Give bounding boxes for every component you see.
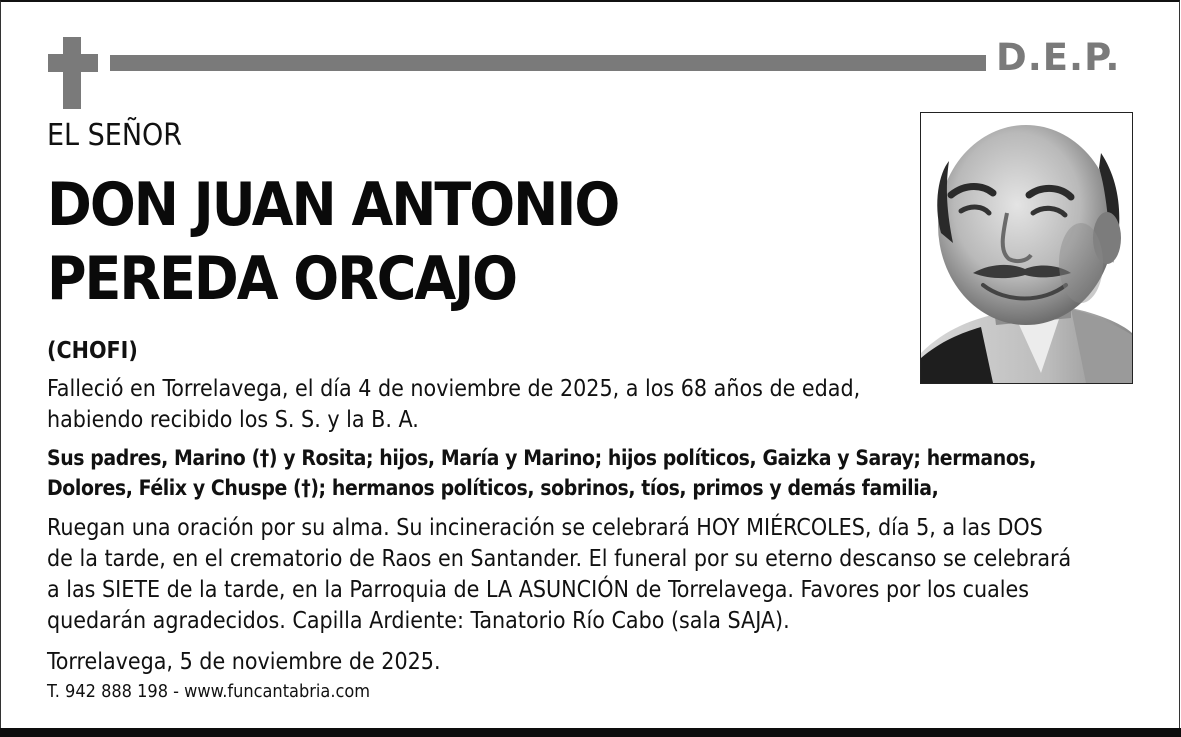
nickname: (CHOFI) xyxy=(47,338,138,364)
service-line2: de la tarde, en el crematorio de Raos en Santander. El funeral por su eterno descanso se celebrará xyxy=(47,546,1072,572)
dep-label: D.E.P. xyxy=(996,36,1121,79)
death-notice xyxy=(47,374,917,436)
service-line3: a las SIETE de la tarde, en la Parroquia de LA ASUNCIÓN de Torrelavega. Favores por los cuales xyxy=(47,577,1030,603)
bottom-rule xyxy=(0,728,1181,737)
header-rule xyxy=(110,55,986,71)
death-notice-line1: Falleció en Torrelavega, el día 4 de noviembre de 2025, a los 68 años de edad, xyxy=(47,376,861,402)
deceased-name-line2: PEREDA ORCAJO xyxy=(47,244,517,314)
place-date: Torrelavega, 5 de noviembre de 2025. xyxy=(47,649,441,675)
latin-cross-icon-arm xyxy=(48,54,98,72)
latin-cross-icon xyxy=(63,37,81,109)
contact-info: T. 942 888 198 - www.funcantabria.com xyxy=(47,681,371,702)
family-line1: Sus padres, Marino (†) y Rosita; hijos, María y Marino; hijos políticos, Gaizka y Saray; hermanos, xyxy=(47,446,1037,470)
portrait-photo xyxy=(920,112,1133,384)
death-notice-line2: habiendo recibido los S. S. y la B. A. xyxy=(47,407,419,433)
service-line1: Ruegan una oración por su alma. Su incineración se celebrará HOY MIÉRCOLES, día 5, a las DOS xyxy=(47,515,1043,541)
honorific: EL SEÑOR xyxy=(47,118,183,153)
deceased-name xyxy=(47,168,618,316)
family-line2: Dolores, Félix y Chuspe (†); hermanos políticos, sobrinos, tíos, primos y demás familia, xyxy=(47,476,939,500)
deceased-name-line1: DON JUAN ANTONIO xyxy=(47,170,619,240)
service-details xyxy=(47,513,1147,637)
family-list xyxy=(47,443,1137,503)
service-line4: quedarán agradecidos. Capilla Ardiente: Tanatorio Río Cabo (sala SAJA). xyxy=(47,608,790,634)
